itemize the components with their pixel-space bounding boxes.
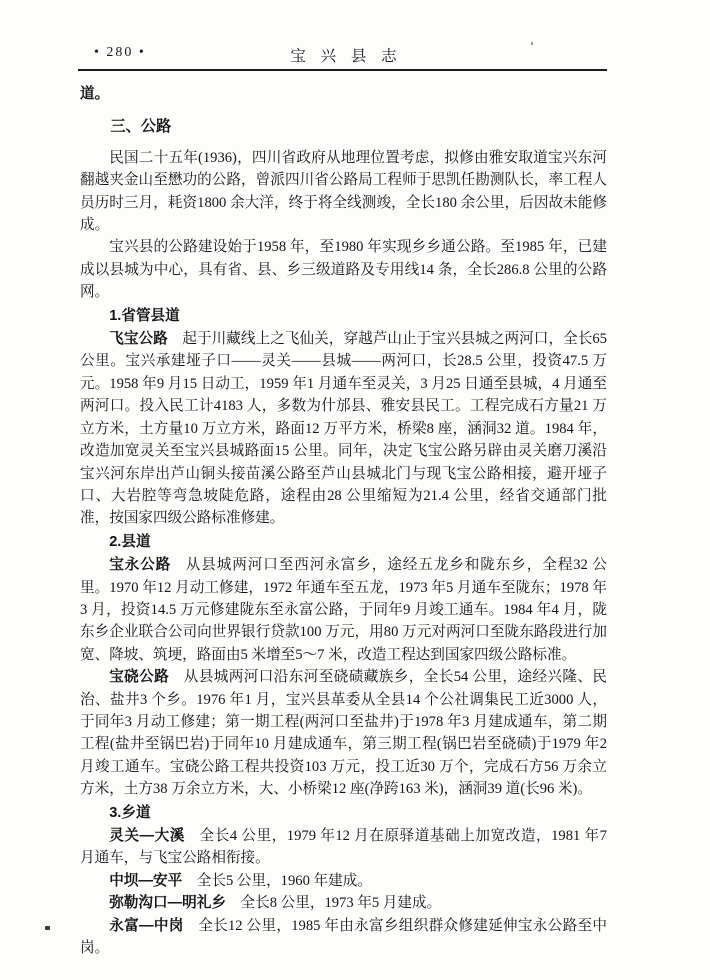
page-number: • 280 • (94, 45, 146, 60)
scan-speck (531, 42, 533, 45)
road-name: 中坝—安平 (109, 872, 183, 889)
road-entry (80, 666, 607, 800)
road-entry (80, 554, 607, 666)
road-description: 起于川藏线上之飞仙关，穿越芦山止于宝兴县城之两河口，全长65 公里。宝兴承建垭子口——灵关——县城——两河口，长28.5 公里，投资47.5 万元。1958 年9 月15 日动工，1959 年1 月通车至灵关，3 月25 日通至县城，4 月通至两河口。投入民工计4183 人，多数为什邡县、雅安县民工。工程完成石方量21 万立方米，土方量10 万立方米，路面12 万平方米，桥梁8 座，涵洞32 道。1984 年，改造加宽灵关至宝兴县城路面15 公里。同年，决定飞宝公路另辟由灵关磨刀溪沿宝兴河东岸出芦山铜头接苗溪公路至芦山县城北门与现飞宝公路相接，避开垭子口、大岩腔等弯急坡陡危路，途程由28 公里缩短为21.4 公里，经省交通部门批准，按国家四级公路标准修建。 (80, 331, 607, 527)
road-name: 宝永公路 (109, 557, 172, 574)
continuation-text: 道。 (80, 86, 110, 102)
page-header (80, 44, 607, 66)
road-description: 从县城两河口至西河永富乡，途经五龙乡和陇东乡，全程32 公里。1970 年12 月动工修建，1972 年通车至五龙，1973 年5 月通车至陇东；1978 年3 月，投资14.5 万元修建陇东至永富公路，于同年9 月竣工通车。1984 年4 月，陇东乡企业联合公司向世界银行贷款100 万元，用80 万元对两河口至陇东路段进行加宽、降坡、筑埂，路面由5 米增至5～7 米，改造工程达到国家四级公路标准。 (80, 557, 607, 663)
header-rule (78, 69, 607, 71)
road-entry (80, 915, 607, 960)
road-entry (80, 870, 607, 892)
road-description: 全长8 公里，1973 年5 月建成。 (240, 895, 442, 912)
road-description: 从县城两河口沿东河至硗碛藏族乡，全长54 公里，途经兴隆、民治、盐井3 个乡。1976 年1 月，宝兴县革委从全县14 个公社调集民工近3000 人，于同年3 月动工修建；第一期工程(两河口至盐井)于1978 年3 月建成通车，第二期工程(盐井至锅巴岩)于同年10 月建成通车，第三期工程(锅巴岩至硗碛)于1979 年2 月竣工通车。宝硗公路工程共投资103 万元，投工近30 万个，完成石方56 万余立方米，土方38 万余立方米，大、小桥梁12 座(净跨163 米)，涵洞39 道(长96 米)。 (80, 669, 607, 798)
subsection-heading-county-roads: 2.县道 (109, 533, 151, 550)
road-name: 永富—中岗 (109, 917, 184, 934)
road-description: 全长12 公里，1985 年由永富乡组织群众修建延伸宝永公路至中岗。 (80, 917, 607, 957)
page-content (80, 83, 607, 959)
road-name: 飞宝公路 (109, 331, 168, 348)
road-name: 宝硗公路 (109, 669, 170, 686)
intro-paragraph: 宝兴县的公路建设始于1958 年，至1980 年实现乡乡通公路。至1985 年，已建成以县城为中心，具有省、县、乡三级道路及专用线14 条，全长286.8 公里的公路网。 (80, 239, 607, 301)
road-entry (80, 328, 607, 530)
subsection-heading-township-roads: 3.乡道 (109, 804, 151, 821)
subsection-heading-provincial-county-roads: 1.省管县道 (109, 307, 180, 324)
intro-paragraph: 民国二十五年(1936)，四川省政府从地理位置考虑，拟修由雅安取道宝兴东河翻越夹金山至懋功的公路，曾派四川省公路局工程师于思凯任勘测队长，率工程人员历时三月，耗资1800 余大洋，终于将全线测竣，全长180 余公里，后因故未能修成。 (80, 149, 607, 234)
book-title: 宝兴县志 (290, 48, 412, 65)
chapter-heading: 三、公路 (110, 118, 172, 136)
road-description: 全长5 公里，1960 年建成。 (196, 872, 372, 889)
road-entry (80, 892, 607, 914)
road-description: 全长4 公里，1979 年12 月在原驿道基础上加宽改造，1981 年7 月通车，与飞宝公路相衔接。 (80, 828, 607, 867)
road-name: 灵关—大溪 (109, 828, 185, 844)
road-entry (80, 825, 607, 870)
road-name: 弥勒沟口—明礼乡 (109, 895, 226, 912)
scan-speck (45, 926, 50, 930)
